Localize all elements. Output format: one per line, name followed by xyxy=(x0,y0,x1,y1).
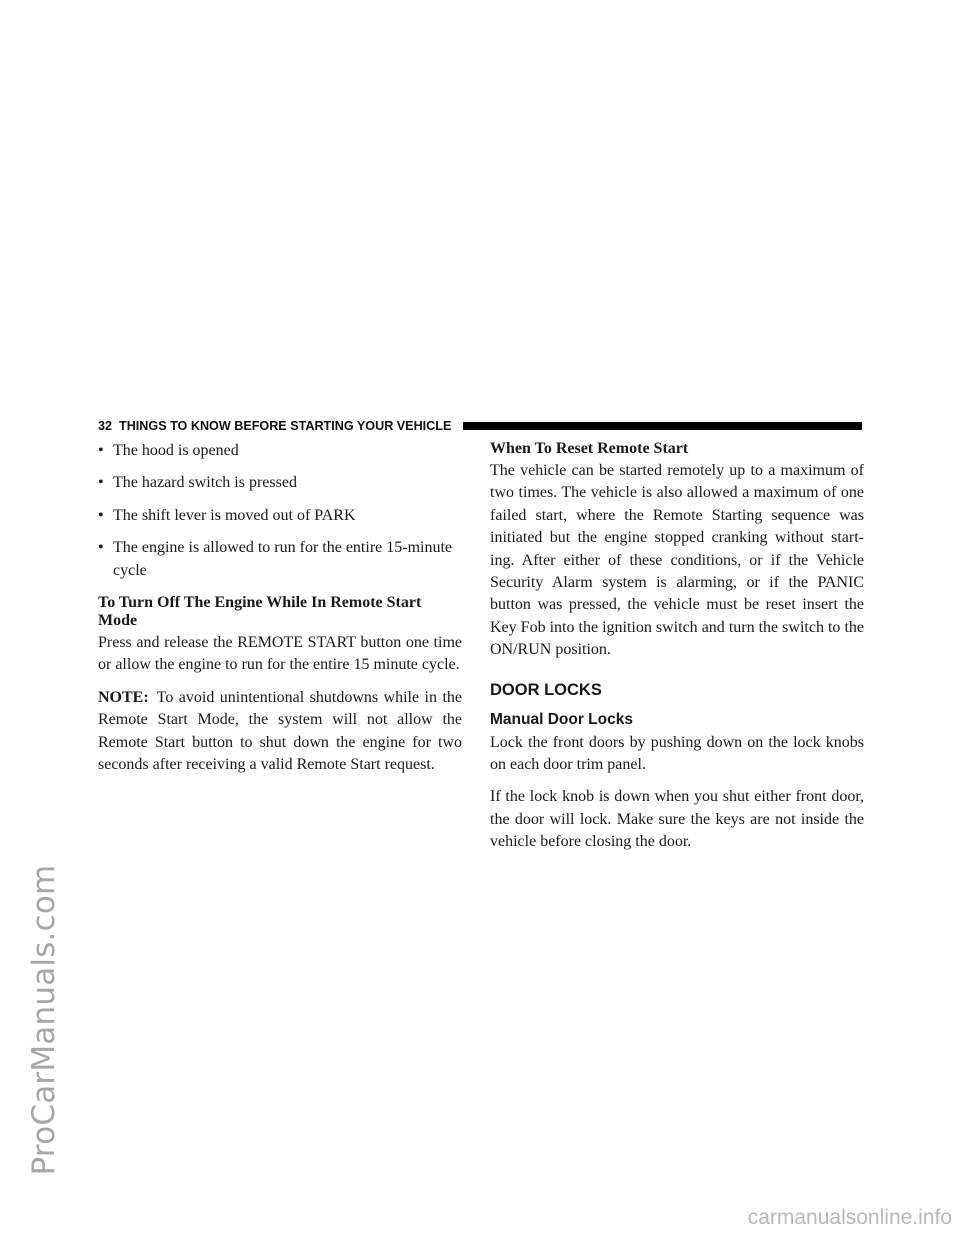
manual-door-locks-heading: Manual Door Locks xyxy=(490,710,633,728)
side-watermark-text: ProCarManuals.com xyxy=(26,864,62,1176)
bullet-text: The shift lever is moved out of PARK xyxy=(113,506,356,524)
page-header xyxy=(98,418,862,434)
manual-paragraph-2: If the lock knob is down when you shut either front door, the door will lock. Make sure the keys are not inside the vehicle before closing the door. xyxy=(490,788,864,851)
bullet-icon: • xyxy=(98,506,104,524)
header-title xyxy=(98,418,451,434)
list-item xyxy=(98,537,462,582)
bullet-text: The hood is opened xyxy=(113,442,239,459)
right-column xyxy=(490,440,864,854)
bullet-icon: • xyxy=(98,442,104,459)
bullet-text: The engine is allowed to run for the entire 15-minute cycle xyxy=(113,539,453,579)
turn-off-heading-line2: Mode xyxy=(98,612,138,630)
reset-paragraph: The vehicle can be started remotely up to a maximum of two times. The vehicle is also allowed a maximum of one failed start, where the Remote Starting sequence was initiated but the engine stopped cranking without start-ing. After either of these conditions, or if the Vehicle Security Alarm system is alarming, or if the PANIC button was pressed, the vehicle must be reset insert the Key Fob into the ignition switch and turn the switch to the ON/RUN position. xyxy=(490,462,864,659)
bullet-text: The hazard switch is pressed xyxy=(113,474,297,492)
bottom-watermark: carmanualsonline.info xyxy=(747,1206,952,1229)
bullet-icon: • xyxy=(98,539,104,557)
door-locks-heading: DOOR LOCKS xyxy=(490,680,602,699)
manual-paragraph-1: Lock the front doors by pushing down on the lock knobs on each door trim panel. xyxy=(490,733,864,774)
list-item xyxy=(98,472,462,494)
header-rule xyxy=(463,422,862,430)
list-item xyxy=(98,505,462,527)
bullet-icon: • xyxy=(98,474,104,492)
turn-off-heading-line1: To Turn Off The Engine While In Remote Start xyxy=(98,594,422,612)
page-number: 32 xyxy=(98,419,113,433)
turn-off-heading xyxy=(98,594,462,630)
note-text: To avoid unintentional shutdowns while in the Remote Start Mode, the system will not allow the Remote Start button to shut down the engine for two seconds after receiving a valid Remote Start request. xyxy=(98,688,462,774)
left-column xyxy=(98,440,462,776)
note-label: NOTE: xyxy=(98,688,149,706)
reset-heading: When To Reset Remote Start xyxy=(490,440,689,457)
side-watermark xyxy=(2,790,86,1250)
list-item xyxy=(98,440,462,462)
chapter-title: THINGS TO KNOW BEFORE STARTING YOUR VEHICLE xyxy=(119,419,452,433)
note-paragraph xyxy=(98,687,462,777)
turn-off-paragraph: Press and release the REMOTE START button one time or allow the engine to run for the entire 15 minute cycle. xyxy=(98,634,462,674)
